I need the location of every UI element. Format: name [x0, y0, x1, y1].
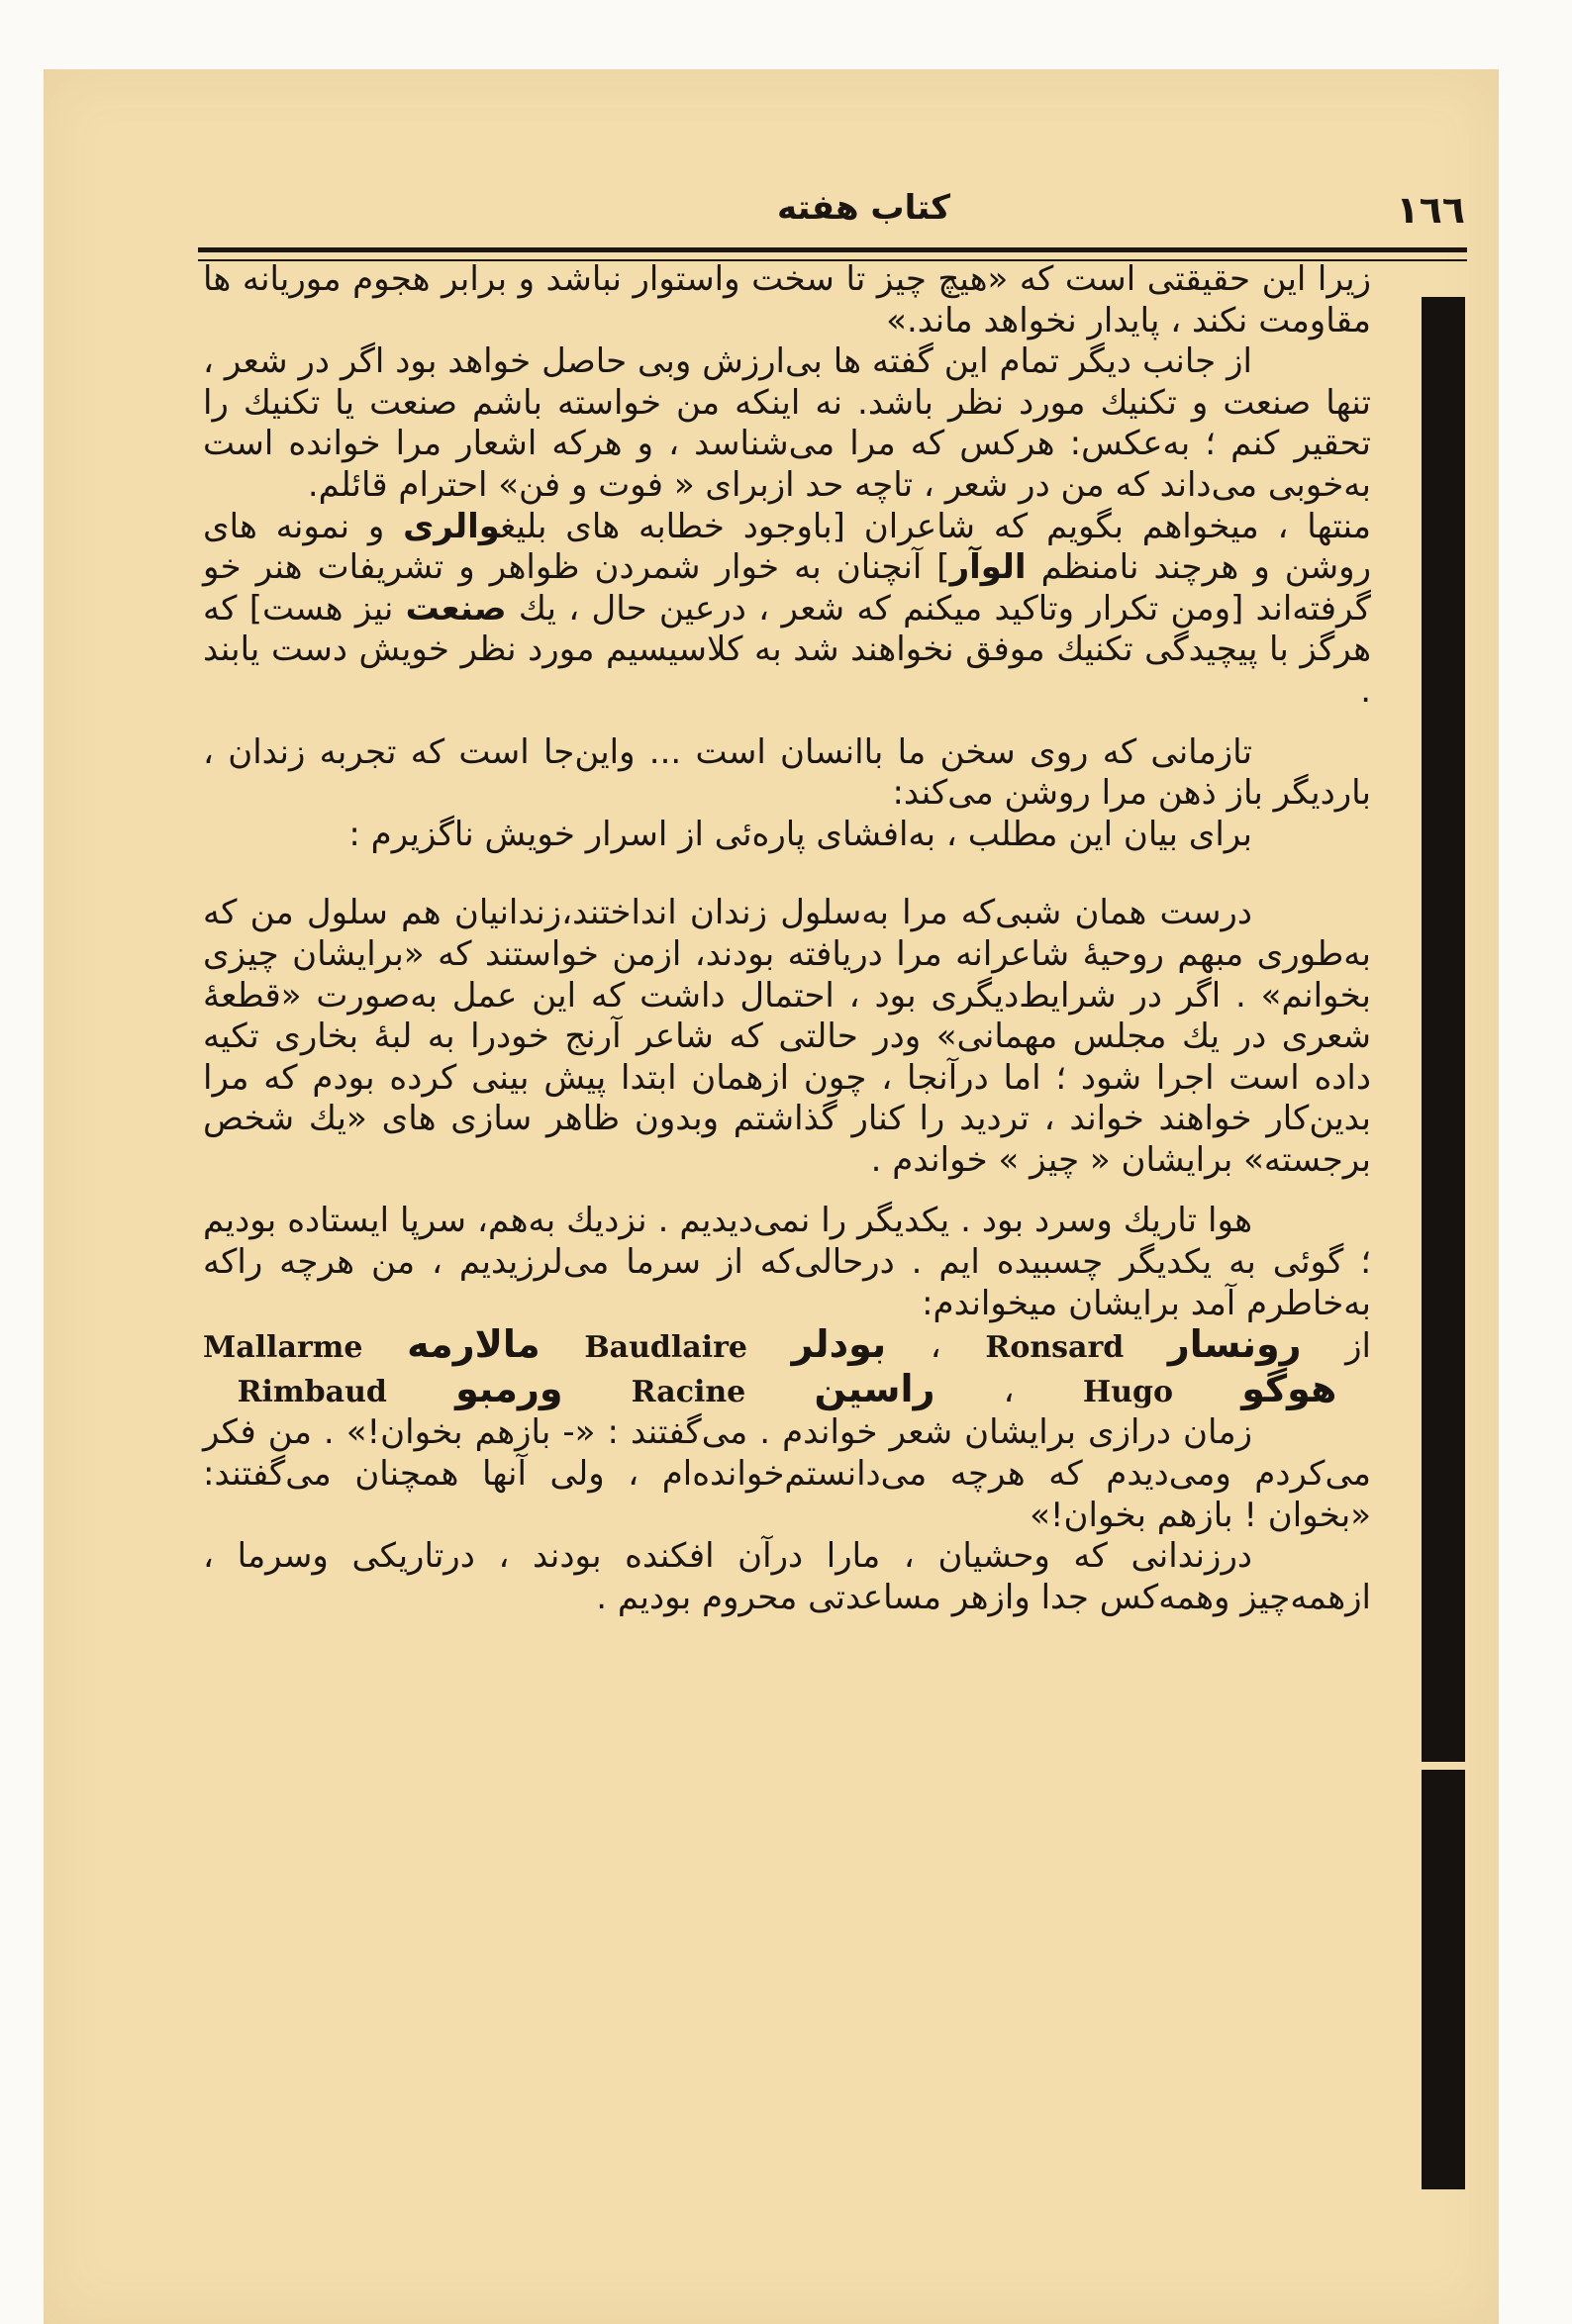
names-prefix: از: [1345, 1326, 1371, 1367]
paragraph-1: زیرا این حقیقتی است که «هیچ چیز تا سخت واستوار نباشد و برابر هجوم موریانه ها مقاومت نکند ، پایدار نخواهد ماند.»: [203, 259, 1371, 340]
margin-bar-top: [1422, 297, 1465, 1762]
running-title: کتاب هفته: [777, 188, 950, 228]
name-eluard: الوآر: [949, 547, 1027, 588]
body-text: [203, 259, 1371, 1618]
paragraph-8: زمان درازی برایشان شعر خواندم . می‌گفتند : «- بازهم بخوان!» . من فکر می‌کردم ومی‌دیدم که هرچه می‌دانستم‌خوانده‌ام ، ولی آنها همچنان می‌گفتند: «بخوان ! بازهم بخوان!»: [203, 1412, 1371, 1535]
name-mallarme-latin: Mallarme: [203, 1330, 363, 1366]
name-rimbaud-latin: Rimbaud: [237, 1374, 387, 1409]
name-rimbaud: ورمبو: [455, 1366, 563, 1410]
margin-bar-bottom: [1422, 1770, 1465, 2189]
paragraph-3: منتها ، میخواهم بگویم که شاعران [باوجود خطابه های بلیغوالری و نمونه های روشن و هرچند نامنظم الوآر] آنچنان به خوار شمردن ظواهر و تشریفات هنر خو گرفته‌اند [ومن تکرار وتاکید میکنم که شعر ، درعین حال ، یك صنعت نیز هست] که هرگز با پیچیدگی تکنیك موفق نخواهند شد به کلاسیسیم مورد نظر خویش دست یابند .: [203, 506, 1371, 711]
paragraph-6: درست همان شبی‌که مرا به‌سلول زندان انداختند،زندانیان هم سلول من که به‌طوری مبهم روحیهٔ شاعرانه مرا دریافته بودند، ازمن خواستند که «برایشان چیزی بخوانم» . اگر در شرایط‌دیگری بود ، احتمال داشت که این عمل به‌صورت «قطعهٔ شعری در یك مجلس مهمانی» ودر حالتی که شاعر آرنج خودرا به لبهٔ بخاری تکیه داده است اجرا شود ؛ اما درآنجا ، چون ازهمان ابتدا پیش بینی کرده بودم که مرا بدین‌کار خواهند خواند ، تردید را کنار گذاشتم وبدون ظاهر سازی های «یك شخص برجسته» برایشان « چیز » خواندم .: [203, 893, 1371, 1180]
name-valery: والری: [403, 506, 501, 546]
paragraph-4: تازمانی که روی سخن ما باانسان است ... واین‌جا است که تجربه زندان ، باردیگر باز ذهن مرا روشن می‌کند:: [203, 731, 1371, 814]
name-hugo: هوگو: [1241, 1366, 1337, 1410]
page-header: [158, 188, 1465, 247]
paragraph-5: برای بیان این مطلب ، به‌افشای پاره‌ئی از اسرار خویش ناگزیرم :: [348, 814, 1252, 854]
header-rule-thick: [198, 247, 1467, 252]
poet-names-row-2: [203, 1366, 1371, 1413]
name-ronsard-latin: Ronsard: [985, 1330, 1125, 1366]
name-mallarme: مالارمه: [407, 1322, 540, 1367]
separator: ،: [930, 1326, 941, 1367]
name-baudlaire-latin: Baudlaire: [584, 1330, 748, 1366]
paragraph-7: هوا تاریك وسرد بود . یکدیگر را نمی‌دیدیم . نزدیك به‌هم، سرپا ایستاده بودیم ؛ گوئی به یکدیگر چسبیده ایم . درحالی‌که از سرما می‌لرزیدیم ، من هرچه راکه به‌خاطرم آمد برایشان میخواندم:: [203, 1201, 1371, 1323]
page-number: ١٦٦: [1396, 188, 1465, 232]
name-racine: راسین: [814, 1366, 935, 1410]
paragraph-9: درزندانی که وحشیان ، مارا درآن افکنده بودند ، درتاریکی وسرما ، ازهمه‌چیز وهمه‌کس جدا وازهر مساعدتی محروم بودیم .: [203, 1536, 1371, 1617]
word-sanat: صنعت: [405, 588, 507, 629]
paragraph-2: از جانب دیگر تمام این گفته ها بی‌ارزش وبی حاصل خواهد بود اگر در شعر ، تنها صنعت و تکنیك مورد نظر باشد. نه اینکه من خواسته باشم صنعت یا تکنیك را تحقیر کنم ؛ به‌عکس: هرکس که مرا می‌شناسد ، و هرکه اشعار مرا خوانده است به‌خوبی می‌داند که من در شعر ، تاچه حد ازبرای « فوت و فن» احترام قائلم.: [203, 341, 1371, 505]
separator: ،: [1003, 1370, 1015, 1410]
poet-names-row-1: [203, 1324, 1371, 1369]
name-hugo-latin: Hugo: [1082, 1374, 1173, 1409]
name-baudlaire: بودلر: [791, 1322, 887, 1367]
name-ronsard: رونسار: [1167, 1322, 1302, 1367]
name-racine-latin: Racine: [631, 1374, 746, 1409]
